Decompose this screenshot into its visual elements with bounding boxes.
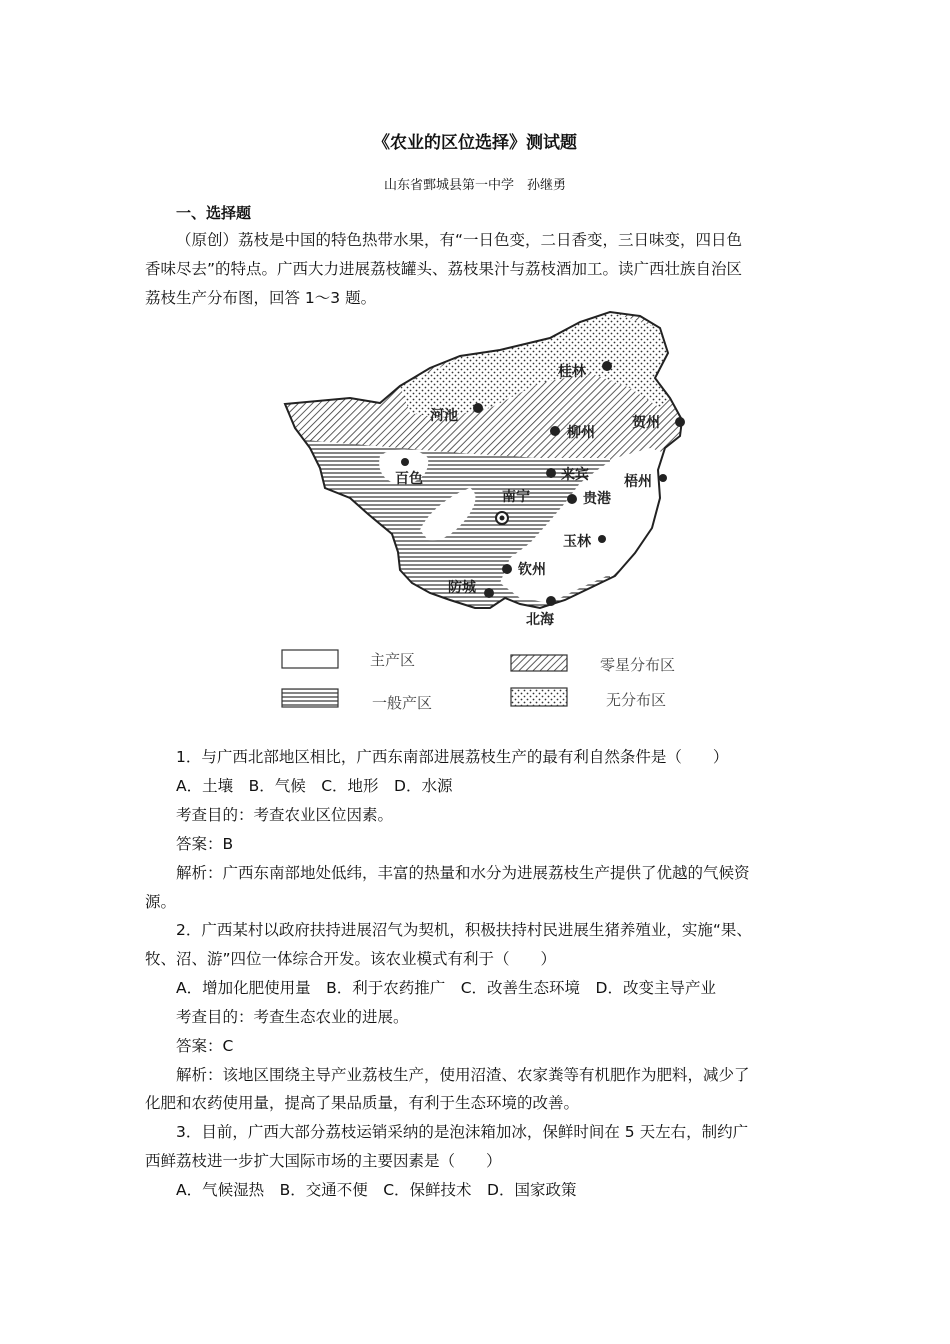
- intro-line-3: 荔枝生产分布图，回答 1～3 题。: [145, 289, 377, 307]
- nanning-label: 南宁: [502, 489, 530, 505]
- q3-stem-line-2: 西鲜荔枝进一步扩大国际市场的主要因素是（ ）: [145, 1152, 502, 1170]
- guangxi-region-fills: [280, 308, 700, 628]
- q1-stem: 1．与广西北部地区相比，广西东南部进展荔枝生产的最有利自然条件是（ ）: [176, 748, 729, 766]
- wuzhou-dot: [659, 474, 667, 482]
- wuzhou-label: 梧州: [624, 474, 652, 490]
- q1-options: A．土壤 B．气候 C．地形 D．水源: [176, 777, 453, 795]
- legend-main-label: 主产区: [370, 651, 416, 669]
- q2-options: A．增加化肥使用量 B．利于农药推广 C．改善生态环境 D．改变主导产业: [176, 979, 716, 997]
- hezhou-dot: [675, 417, 685, 427]
- fangcheng-label: 防城: [448, 580, 476, 596]
- laibin-label: 来宾: [561, 467, 589, 483]
- qinzhou-label: 钦州: [518, 562, 546, 578]
- q1-purpose: 考查目的：考查农业区位因素。: [176, 806, 394, 824]
- guigang-label: 贵港: [583, 491, 611, 507]
- yulin-dot: [598, 535, 606, 543]
- intro-line-1: （原创）荔枝是中国的特色热带水果，有“一日色变，二日香变，三日味变，四日色: [176, 231, 743, 249]
- hechi-label: 河池: [430, 408, 458, 424]
- author-line: 山东省鄄城县第一中学 孙继勇: [383, 178, 566, 193]
- q2-stem-line-1: 2．广西某村以政府扶持进展沼气为契机，积极扶持村民进展生猪养殖业，实施“果、: [176, 921, 752, 939]
- liuzhou-dot: [550, 426, 560, 436]
- section-heading: 一、选择题: [176, 204, 252, 222]
- legend-main-swatch: [282, 650, 338, 668]
- legend-none-swatch: [511, 688, 567, 706]
- q1-analysis-line-2: 源。: [145, 893, 177, 911]
- beihai-dot: [546, 596, 556, 606]
- q3-stem-line-1: 3．目前，广西大部分荔枝运销采纳的是泡沫箱加冰，保鲜时间在 5 天左右，制约广: [176, 1123, 749, 1141]
- qinzhou-dot: [502, 564, 512, 574]
- lychee-distribution-map: [280, 308, 700, 728]
- guilin-label: 桂林: [558, 364, 586, 380]
- beihai-label: 北海: [526, 612, 554, 628]
- legend-scattered-swatch: [511, 655, 567, 671]
- legend-general-label: 一般产区: [372, 694, 433, 712]
- nanning-capital-dot: [500, 516, 505, 521]
- guigang-dot: [567, 494, 577, 504]
- hezhou-label: 贺州: [632, 415, 660, 431]
- yulin-label: 玉林: [563, 534, 591, 550]
- guilin-dot: [602, 361, 612, 371]
- baise-label: 百色: [395, 471, 423, 487]
- q2-purpose: 考查目的：考查生态农业的进展。: [176, 1008, 409, 1026]
- fangcheng-dot: [484, 588, 494, 598]
- page-title: 《农业的区位选择》测试题: [373, 133, 577, 153]
- legend-general-swatch: [282, 689, 338, 707]
- hechi-dot: [473, 403, 483, 413]
- q2-answer: 答案：C: [176, 1037, 234, 1055]
- q2-stem-line-2: 牧、沼、游”四位一体综合开发。该农业模式有利于（ ）: [145, 950, 557, 968]
- baise-dot: [401, 458, 409, 466]
- legend-none-label: 无分布区: [606, 691, 667, 709]
- q1-analysis-line-1: 解析：广西东南部地处低纬，丰富的热量和水分为进展荔枝生产提供了优越的气候资: [176, 864, 750, 882]
- q3-options: A．气候湿热 B．交通不便 C．保鲜技术 D．国家政策: [176, 1181, 577, 1199]
- q2-analysis-line-1: 解析：该地区围绕主导产业荔枝生产，使用沼渣、农家粪等有机肥作为肥料，减少了: [176, 1066, 750, 1084]
- q1-answer: 答案：B: [176, 835, 234, 853]
- laibin-dot: [546, 468, 556, 478]
- liuzhou-label: 柳州: [567, 425, 595, 441]
- q2-analysis-line-2: 化肥和农药使用量，提高了果品质量，有利于生态环境的改善。: [145, 1094, 580, 1112]
- intro-line-2: 香味尽去”的特点。广西大力进展荔枝罐头、荔枝果汁与荔枝酒加工。读广西壮族自治区: [145, 260, 743, 278]
- legend-scattered-label: 零星分布区: [600, 656, 676, 674]
